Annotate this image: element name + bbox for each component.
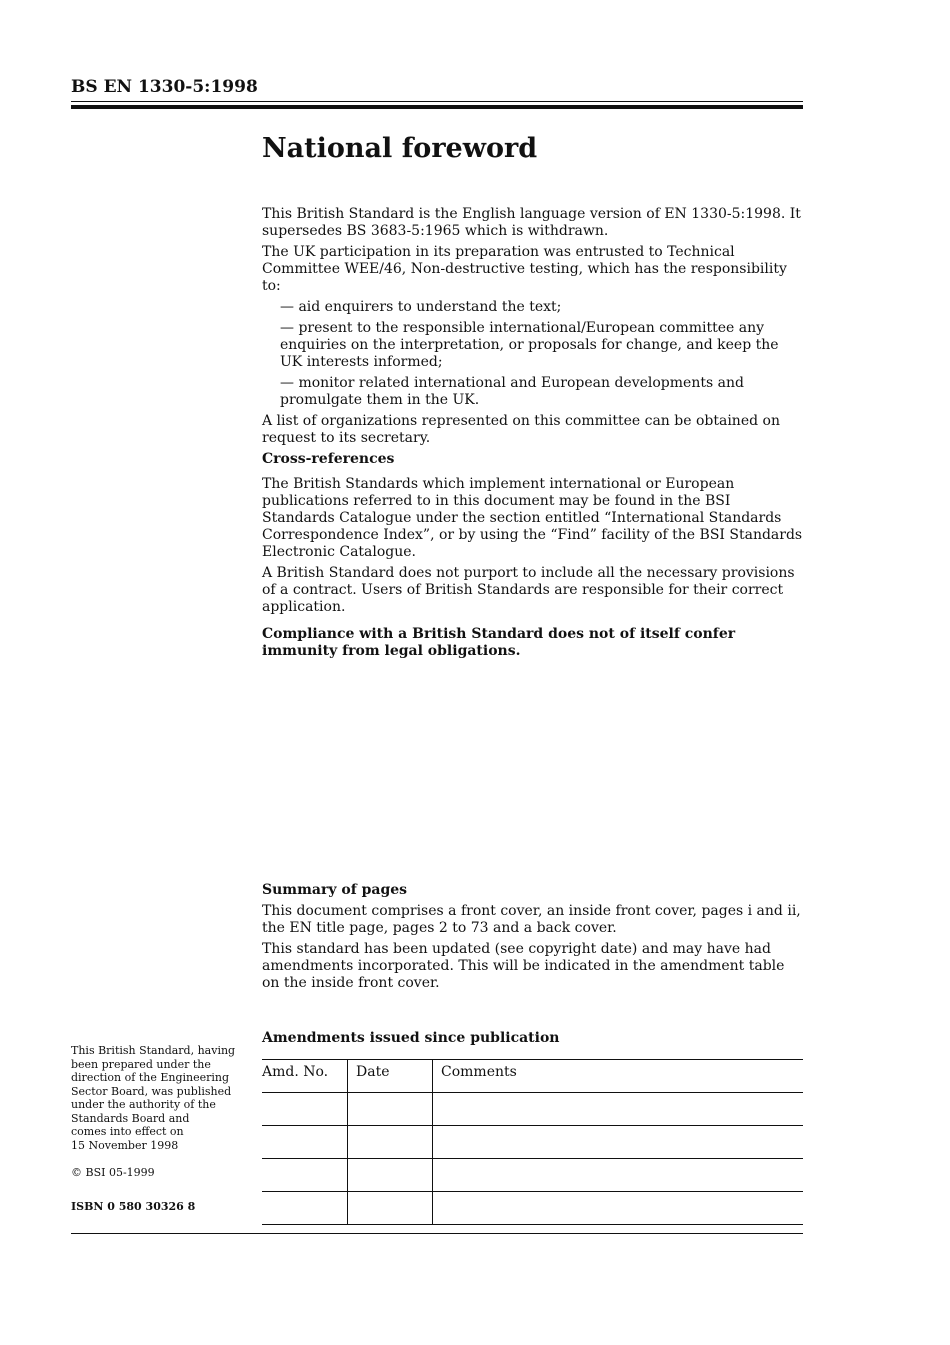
table-cell <box>433 1192 804 1225</box>
sidebar-line: This British Standard, having <box>71 1044 236 1057</box>
table-cell <box>262 1192 348 1225</box>
foreword-body <box>262 206 803 664</box>
isbn-number: ISBN 0 580 30326 8 <box>71 1199 196 1213</box>
amendments-heading: Amendments issued since publication <box>262 1030 560 1046</box>
list-item: — monitor related international and European developments and promulgate them in the UK. <box>280 375 744 408</box>
table-cell <box>348 1159 433 1192</box>
table-cell <box>433 1126 804 1159</box>
summary-heading: Summary of pages <box>262 882 408 898</box>
sidebar-line: Sector Board, was published <box>71 1084 232 1098</box>
paragraph-cross-references: The British Standards which implement international or European publications referred to in this document may be found in the BSI Standards Catalogue under the section entitled “International Standards Correspondence Index”, or by using the “Find” facility of the BSI Standards Electronic Catalogue. <box>262 476 803 560</box>
table-cell <box>262 1159 348 1192</box>
table-cell <box>262 1093 348 1126</box>
table-row <box>262 1093 803 1126</box>
table-cell <box>348 1192 433 1225</box>
sidebar-line: under the authority of the <box>71 1098 216 1111</box>
table-header-row <box>262 1060 803 1093</box>
table-row <box>262 1192 803 1225</box>
table-cell <box>433 1159 804 1192</box>
paragraph-organizations: A list of organizations represented on this committee can be obtained on request to its secretary. <box>262 413 780 446</box>
table-cell <box>433 1093 804 1126</box>
header-rule-thin <box>71 101 803 102</box>
footer-rule <box>71 1233 803 1234</box>
table-cell <box>348 1126 433 1159</box>
summary-of-pages <box>262 882 803 996</box>
list-item: — aid enquirers to understand the text; <box>280 299 562 315</box>
paragraph-contract: A British Standard does not purport to include all the necessary provisions of a contract. Users of British Standards are responsible for their correct application. <box>262 565 795 615</box>
amendments-table <box>262 1059 803 1225</box>
sidebar-line: Standards Board and <box>71 1111 190 1125</box>
sidebar-line: direction of the Engineering <box>71 1071 230 1084</box>
compliance-statement: Compliance with a British Standard does not of itself confer immunity from legal obligations. <box>262 626 736 659</box>
paragraph-participation: The UK participation in its preparation was entrusted to Technical Committee WEE/46, Non-destructive testing, which has the responsibility to: <box>262 244 787 294</box>
column-header-amd-no: Amd. No. <box>262 1060 348 1093</box>
copyright-notice: © BSI 05-1999 <box>71 1166 155 1179</box>
document-id: BS EN 1330-5:1998 <box>71 77 258 97</box>
table-row <box>262 1126 803 1159</box>
table-cell <box>262 1126 348 1159</box>
sidebar-line: 15 November 1998 <box>71 1138 179 1152</box>
summary-paragraph-pages: This document comprises a front cover, an inside front cover, pages i and ii, the EN title page, pages 2 to 73 and a back cover. <box>262 903 801 936</box>
paragraph-supersedes: This British Standard is the English language version of EN 1330-5:1998. It supersedes BS 3683-5:1965 which is withdrawn. <box>262 206 801 239</box>
column-header-date: Date <box>348 1060 433 1093</box>
header-rule-thick <box>71 105 803 109</box>
page-title: National foreword <box>262 133 538 164</box>
table-cell <box>348 1093 433 1126</box>
list-item: — present to the responsible international/European committee any enquiries on the interpretation, or proposals for change, and keep the UK interests informed; <box>280 320 779 370</box>
summary-paragraph-updated: This standard has been updated (see copyright date) and may have had amendments incorporated. This will be indicated in the amendment table on the inside front cover. <box>262 941 785 991</box>
table-row <box>262 1159 803 1192</box>
sidebar-line: been prepared under the <box>71 1057 211 1071</box>
cross-references-heading: Cross-references <box>262 451 395 467</box>
publication-sidebar <box>71 1044 246 1213</box>
column-header-comments: Comments <box>433 1060 804 1093</box>
sidebar-line: comes into effect on <box>71 1125 184 1138</box>
